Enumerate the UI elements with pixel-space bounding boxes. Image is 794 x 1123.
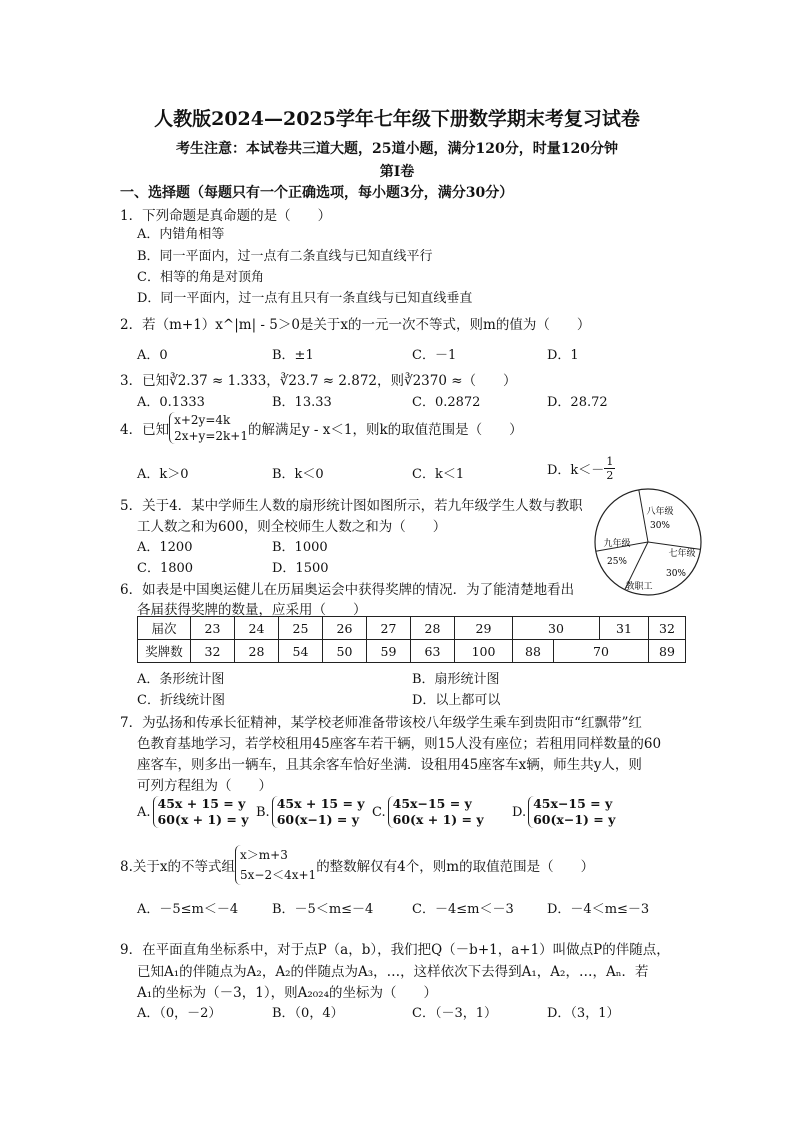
q7-line3: 座客车，则多出一辆车，且其余客车恰好坐满．设租用45座客车x辆，师生共y人，则 xyxy=(137,757,642,773)
q4-equation-system xyxy=(169,412,248,444)
q7-option-a xyxy=(137,796,249,828)
q4-option-a: A．k＞0 xyxy=(137,467,189,482)
q3-option-a: A．0.1333 xyxy=(137,395,205,410)
table-cell: 59 xyxy=(367,640,411,663)
q2-stem: 2．若（m+1）x^|m| - 5＞0是关于x的一元一次不等式，则m的值为（ ） xyxy=(120,317,591,333)
q5-option-b: B．1000 xyxy=(272,540,328,555)
q1-stem: 1．下列命题是真命题的是（ ） xyxy=(120,208,332,224)
q5-line2: 工人数之和为600，则全校师生人数之和为（ ） xyxy=(137,519,447,535)
q3-option-d: D．28.72 xyxy=(547,395,608,410)
q8-option-b: B．－5＜m≤－4 xyxy=(272,902,374,917)
q1-option-c: C．相等的角是对顶角 xyxy=(137,270,264,285)
q9-line2: 已知A₁的伴随点为A₂，A₂的伴随点为A₃，…，这样依次下去得到A₁，A₂，…，Aₙ．若 xyxy=(137,964,649,980)
q7-option-d-system xyxy=(528,796,615,828)
q7-option-a-eq2: 60(x + 1) = y xyxy=(157,812,249,827)
table-cell: 28 xyxy=(235,640,279,663)
table-cell: 24 xyxy=(235,617,279,640)
q9-option-a: A．（0，－2） xyxy=(137,1006,222,1021)
q7-option-b-label: B. xyxy=(256,804,270,820)
q4-option-d-text: D．k＜－ xyxy=(547,463,605,478)
table-cell: 32 xyxy=(191,640,235,663)
q4-fraction-denominator: 2 xyxy=(606,469,614,482)
q7-option-c-eq1: 45x−15 = y xyxy=(392,796,472,811)
q4-fraction-numerator: 1 xyxy=(606,455,614,468)
q7-option-b xyxy=(256,796,365,828)
q4-eq1: x+2y=4k xyxy=(174,413,231,427)
q9-option-d: D．（3，1） xyxy=(547,1006,620,1021)
q3-option-b: B．13.33 xyxy=(272,395,332,410)
pie-label-grade7: 七年级 xyxy=(668,549,696,559)
q1-option-a: A．内错角相等 xyxy=(137,227,225,242)
table-cell: 70 xyxy=(554,640,649,663)
q6-line2: 各届获得奖牌的数量，应采用（ ） xyxy=(137,602,367,618)
q7-option-c-eq2: 60(x + 1) = y xyxy=(392,812,484,827)
q7-option-d-label: D. xyxy=(512,804,527,820)
q8-stem xyxy=(120,845,594,885)
table-cell: 30 xyxy=(513,617,600,640)
pie-value-grade7: 30% xyxy=(665,569,687,579)
q7-line2: 色教育基地学习，若学校租用45座客车若干辆，则15人没有座位；若租用同样数量的60 xyxy=(137,736,662,752)
q3-option-c: C．0.2872 xyxy=(412,395,481,410)
q7-line1: 7．为弘扬和传承长征精神，某学校老师准备带该校八年级学生乘车到贵阳市“红飘带”红 xyxy=(120,715,642,731)
q8-prefix: 8.关于x的不等式组 xyxy=(120,859,235,875)
q2-option-d: D．1 xyxy=(547,348,579,363)
q7-option-d xyxy=(512,796,615,828)
q6-line1: 6．如表是中国奥运健儿在历届奥运会中获得奖牌的情况．为了能清楚地看出 xyxy=(120,582,575,598)
q4-suffix: 的解满足y - x＜1，则k的取值范围是（ ） xyxy=(247,422,523,438)
q2-option-a: A．0 xyxy=(137,348,168,363)
volume-label: 第Ⅰ卷 xyxy=(379,164,415,180)
q3-stem: 3．已知∛2.37 ≈ 1.333，∛23.7 ≈ 2.872，则∛2370 ≈（ ） xyxy=(120,373,517,389)
q6-option-a: A．条形统计图 xyxy=(137,672,225,687)
table-cell: 25 xyxy=(279,617,323,640)
table-header-cell: 奖牌数 xyxy=(138,640,191,663)
q7-option-d-eq2: 60(x−1) = y xyxy=(533,812,616,827)
q8-option-c: C．－4≤m＜－3 xyxy=(412,902,514,917)
pie-label-grade8: 八年级 xyxy=(646,507,674,517)
q4-prefix: 4．已知 xyxy=(120,422,170,438)
q7-line4: 可列方程组为（ ） xyxy=(137,778,272,794)
table-cell: 89 xyxy=(649,640,686,663)
table-row xyxy=(138,640,686,663)
q8-ineq2: 5x−2＜4x+1 xyxy=(240,868,317,882)
table-cell: 54 xyxy=(279,640,323,663)
q7-option-b-eq1: 45x + 15 = y xyxy=(276,796,365,811)
q5-option-a: A．1200 xyxy=(137,540,193,555)
q7-option-c-system xyxy=(388,796,484,828)
pie-value-grade9: 25% xyxy=(606,557,628,567)
pie-chart xyxy=(592,486,704,598)
q1-option-d: D．同一平面内，过一点有且只有一条直线与已知直线垂直 xyxy=(137,291,473,306)
pie-value-grade8: 30% xyxy=(649,521,671,531)
q6-option-d: D．以上都可以 xyxy=(412,693,501,708)
q5-option-c: C．1800 xyxy=(137,561,194,576)
q6-option-c: C．折线统计图 xyxy=(137,693,225,708)
q8-option-d: D．－4＜m≤－3 xyxy=(547,902,650,917)
q7-option-a-label: A. xyxy=(137,804,151,820)
q2-option-c: C．－1 xyxy=(412,348,457,363)
q1-option-b: B．同一平面内，过一点有二条直线与已知直线平行 xyxy=(137,249,433,264)
q8-ineq1: x＞m+3 xyxy=(240,848,288,862)
pie-label-staff: 教职工 xyxy=(625,582,653,592)
q7-option-c xyxy=(372,796,484,828)
q7-option-b-eq2: 60(x−1) = y xyxy=(276,812,359,827)
q7-option-c-label: C. xyxy=(372,804,386,820)
q5-line1: 5．关于4．某中学师生人数的扇形统计图如图所示，若九年级学生人数与教职 xyxy=(120,498,583,514)
q8-suffix: 的整数解仅有4个，则m的取值范围是（ ） xyxy=(316,859,595,875)
q5-option-d: D．1500 xyxy=(272,561,329,576)
q4-stem xyxy=(120,412,523,444)
table-header-cell: 届次 xyxy=(138,617,191,640)
table-cell: 23 xyxy=(191,617,235,640)
q2-option-b: B．±1 xyxy=(272,348,314,363)
q4-option-b: B．k＜0 xyxy=(272,467,324,482)
table-cell: 100 xyxy=(455,640,513,663)
table-row xyxy=(138,617,686,640)
exam-notice: 考生注意：本试卷共三道大题，25道小题，满分120分，时量120分钟 xyxy=(176,141,618,157)
q4-option-d xyxy=(547,455,615,482)
q7-option-d-eq1: 45x−15 = y xyxy=(533,796,613,811)
q6-option-b: B．扇形统计图 xyxy=(412,672,500,687)
exam-title: 人教版2024—2025学年七年级下册数学期末考复习试卷 xyxy=(154,108,640,130)
q4-fraction xyxy=(604,455,615,482)
table-cell: 29 xyxy=(455,617,513,640)
q7-option-b-system xyxy=(272,796,365,828)
table-cell: 32 xyxy=(649,617,686,640)
table-cell: 27 xyxy=(367,617,411,640)
table-cell: 50 xyxy=(323,640,367,663)
table-cell: 31 xyxy=(600,617,649,640)
section-heading: 一、选择题（每题只有一个正确选项，每小题3分，满分30分） xyxy=(120,185,514,201)
q8-option-a: A．－5≤m＜－4 xyxy=(137,902,239,917)
pie-label-grade9: 九年级 xyxy=(603,539,631,549)
q9-option-c: C．（－3，1） xyxy=(412,1006,497,1021)
q7-option-a-system xyxy=(153,796,249,828)
medal-table xyxy=(137,616,686,663)
q4-eq2: 2x+y=2k+1 xyxy=(174,429,248,443)
q9-line1: 9．在平面直角坐标系中，对于点P（a，b），我们把Q（－b+1，a+1）叫做点P的伴随点， xyxy=(120,942,670,958)
table-cell: 26 xyxy=(323,617,367,640)
table-cell: 88 xyxy=(513,640,554,663)
q9-line3: A₁的坐标为（－3，1），则A₂₀₂₄的坐标为（ ） xyxy=(137,985,437,1001)
q4-option-c: C．k＜1 xyxy=(412,467,465,482)
q8-inequality-system xyxy=(235,845,316,885)
q9-option-b: B．（0，4） xyxy=(272,1006,344,1021)
table-cell: 63 xyxy=(411,640,455,663)
q7-option-a-eq1: 45x + 15 = y xyxy=(157,796,246,811)
table-cell: 28 xyxy=(411,617,455,640)
